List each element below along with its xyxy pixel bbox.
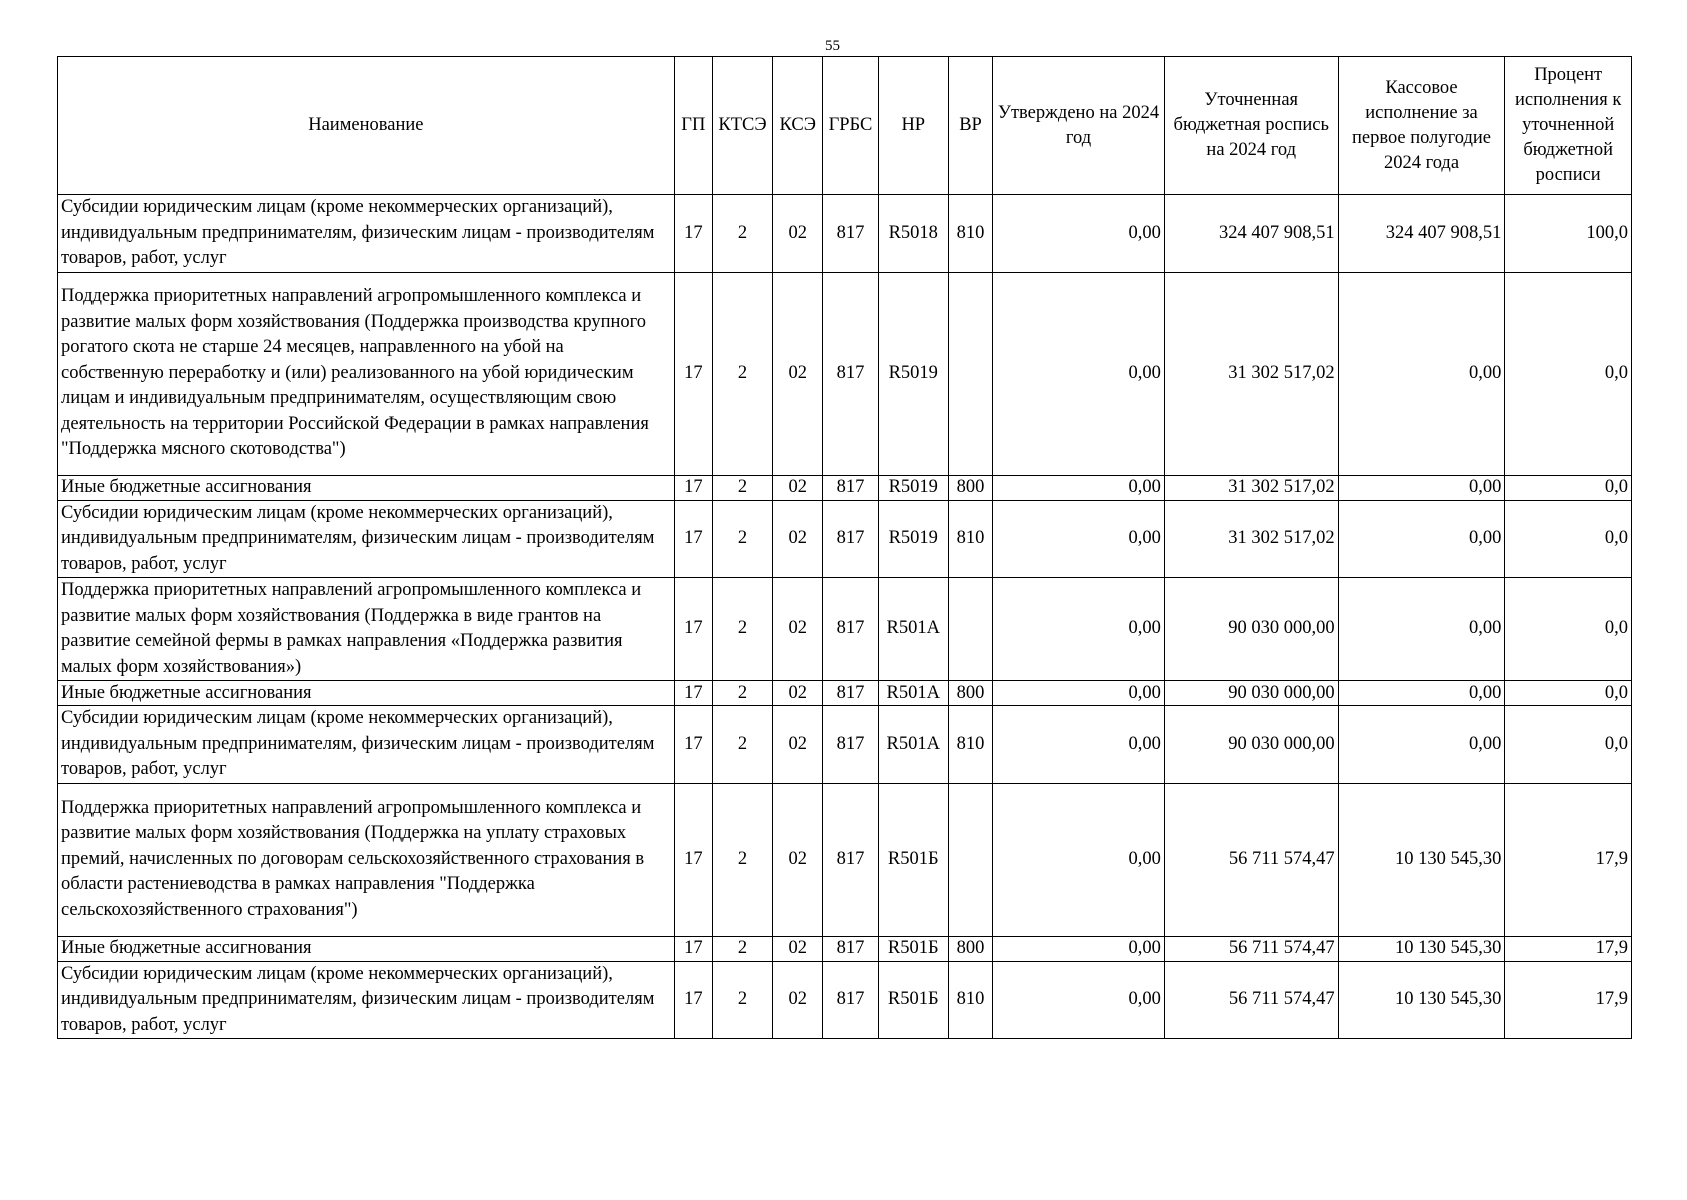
cell-approved: 0,00 bbox=[993, 936, 1165, 961]
cell-gp: 17 bbox=[674, 783, 712, 936]
cell-refined: 324 407 908,51 bbox=[1164, 195, 1338, 273]
cell-kse: 02 bbox=[773, 475, 823, 500]
cell-approved: 0,00 bbox=[993, 195, 1165, 273]
cell-percent: 100,0 bbox=[1505, 195, 1632, 273]
cell-refined: 31 302 517,02 bbox=[1164, 500, 1338, 578]
cell-nr: R501A bbox=[878, 706, 948, 784]
cell-ktse: 2 bbox=[712, 961, 772, 1039]
cell-percent: 0,0 bbox=[1505, 272, 1632, 475]
cell-grbs: 817 bbox=[823, 936, 878, 961]
header-gp: ГП bbox=[674, 57, 712, 195]
cell-gp: 17 bbox=[674, 475, 712, 500]
cell-cash: 0,00 bbox=[1338, 706, 1505, 784]
cell-ktse: 2 bbox=[712, 706, 772, 784]
cell-gp: 17 bbox=[674, 500, 712, 578]
cell-percent: 17,9 bbox=[1505, 936, 1632, 961]
cell-percent: 0,0 bbox=[1505, 578, 1632, 681]
cell-kse: 02 bbox=[773, 195, 823, 273]
cell-grbs: 817 bbox=[823, 500, 878, 578]
cell-name: Субсидии юридическим лицам (кроме некоммерческих организаций), индивидуальным предпринимателям, физическим лицам - производителям товаров, работ, услуг bbox=[58, 706, 675, 784]
cell-kse: 02 bbox=[773, 681, 823, 706]
cell-approved: 0,00 bbox=[993, 783, 1165, 936]
cell-kse: 02 bbox=[773, 706, 823, 784]
cell-nr: R5019 bbox=[878, 475, 948, 500]
cell-cash: 10 130 545,30 bbox=[1338, 936, 1505, 961]
cell-percent: 0,0 bbox=[1505, 706, 1632, 784]
table-row bbox=[58, 681, 1632, 706]
cell-cash: 0,00 bbox=[1338, 475, 1505, 500]
cell-kse: 02 bbox=[773, 936, 823, 961]
header-vr: ВР bbox=[948, 57, 992, 195]
header-ktse: КТСЭ bbox=[712, 57, 772, 195]
cell-cash: 10 130 545,30 bbox=[1338, 961, 1505, 1039]
cell-vr bbox=[948, 272, 992, 475]
cell-approved: 0,00 bbox=[993, 961, 1165, 1039]
cell-vr: 800 bbox=[948, 936, 992, 961]
cell-grbs: 817 bbox=[823, 706, 878, 784]
cell-refined: 56 711 574,47 bbox=[1164, 961, 1338, 1039]
cell-percent: 0,0 bbox=[1505, 681, 1632, 706]
cell-name: Иные бюджетные ассигнования bbox=[58, 681, 675, 706]
cell-nr: R501Б bbox=[878, 936, 948, 961]
table-row bbox=[58, 706, 1632, 784]
header-approved: Утверждено на 2024 год bbox=[993, 57, 1165, 195]
cell-vr: 810 bbox=[948, 961, 992, 1039]
header-refined: Уточненная бюджетная роспись на 2024 год bbox=[1164, 57, 1338, 195]
table-row bbox=[58, 500, 1632, 578]
header-kse: КСЭ bbox=[773, 57, 823, 195]
cell-nr: R501A bbox=[878, 681, 948, 706]
table-row bbox=[58, 936, 1632, 961]
cell-grbs: 817 bbox=[823, 272, 878, 475]
cell-kse: 02 bbox=[773, 961, 823, 1039]
cell-vr: 800 bbox=[948, 475, 992, 500]
header-grbs: ГРБС bbox=[823, 57, 878, 195]
cell-approved: 0,00 bbox=[993, 681, 1165, 706]
header-name: Наименование bbox=[58, 57, 675, 195]
cell-nr: R501Б bbox=[878, 783, 948, 936]
cell-percent: 0,0 bbox=[1505, 475, 1632, 500]
cell-name: Субсидии юридическим лицам (кроме некоммерческих организаций), индивидуальным предпринимателям, физическим лицам - производителям товаров, работ, услуг bbox=[58, 500, 675, 578]
cell-refined: 31 302 517,02 bbox=[1164, 272, 1338, 475]
cell-ktse: 2 bbox=[712, 500, 772, 578]
budget-table bbox=[57, 56, 1632, 1039]
cell-vr: 810 bbox=[948, 706, 992, 784]
cell-percent: 17,9 bbox=[1505, 961, 1632, 1039]
cell-ktse: 2 bbox=[712, 936, 772, 961]
cell-vr: 810 bbox=[948, 500, 992, 578]
page-number: 55 bbox=[825, 38, 840, 54]
cell-name: Иные бюджетные ассигнования bbox=[58, 936, 675, 961]
cell-kse: 02 bbox=[773, 272, 823, 475]
cell-refined: 56 711 574,47 bbox=[1164, 936, 1338, 961]
table-row bbox=[58, 195, 1632, 273]
cell-ktse: 2 bbox=[712, 681, 772, 706]
cell-kse: 02 bbox=[773, 500, 823, 578]
cell-kse: 02 bbox=[773, 783, 823, 936]
cell-gp: 17 bbox=[674, 936, 712, 961]
cell-cash: 10 130 545,30 bbox=[1338, 783, 1505, 936]
cell-ktse: 2 bbox=[712, 475, 772, 500]
cell-vr bbox=[948, 578, 992, 681]
header-percent: Процент исполнения к уточненной бюджетной росписи bbox=[1505, 57, 1632, 195]
cell-nr: R5018 bbox=[878, 195, 948, 273]
cell-kse: 02 bbox=[773, 578, 823, 681]
cell-gp: 17 bbox=[674, 272, 712, 475]
table-row bbox=[58, 783, 1632, 936]
cell-refined: 90 030 000,00 bbox=[1164, 681, 1338, 706]
cell-nr: R5019 bbox=[878, 500, 948, 578]
cell-ktse: 2 bbox=[712, 272, 772, 475]
cell-approved: 0,00 bbox=[993, 578, 1165, 681]
header-row bbox=[58, 57, 1632, 195]
cell-grbs: 817 bbox=[823, 681, 878, 706]
cell-name: Иные бюджетные ассигнования bbox=[58, 475, 675, 500]
cell-name: Субсидии юридическим лицам (кроме некоммерческих организаций), индивидуальным предпринимателям, физическим лицам - производителям товаров, работ, услуг bbox=[58, 195, 675, 273]
cell-grbs: 817 bbox=[823, 578, 878, 681]
cell-vr: 810 bbox=[948, 195, 992, 273]
cell-nr: R501A bbox=[878, 578, 948, 681]
cell-refined: 56 711 574,47 bbox=[1164, 783, 1338, 936]
header-nr: НР bbox=[878, 57, 948, 195]
cell-refined: 90 030 000,00 bbox=[1164, 706, 1338, 784]
cell-ktse: 2 bbox=[712, 783, 772, 936]
header-cash: Кассовое исполнение за первое полугодие 2024 года bbox=[1338, 57, 1505, 195]
cell-approved: 0,00 bbox=[993, 500, 1165, 578]
cell-vr bbox=[948, 783, 992, 936]
cell-cash: 324 407 908,51 bbox=[1338, 195, 1505, 273]
cell-percent: 0,0 bbox=[1505, 500, 1632, 578]
cell-approved: 0,00 bbox=[993, 272, 1165, 475]
cell-approved: 0,00 bbox=[993, 706, 1165, 784]
cell-gp: 17 bbox=[674, 681, 712, 706]
table-row bbox=[58, 272, 1632, 475]
table-row bbox=[58, 578, 1632, 681]
cell-ktse: 2 bbox=[712, 578, 772, 681]
cell-refined: 31 302 517,02 bbox=[1164, 475, 1338, 500]
cell-grbs: 817 bbox=[823, 783, 878, 936]
cell-gp: 17 bbox=[674, 706, 712, 784]
cell-name: Субсидии юридическим лицам (кроме некоммерческих организаций), индивидуальным предпринимателям, физическим лицам - производителям товаров, работ, услуг bbox=[58, 961, 675, 1039]
cell-grbs: 817 bbox=[823, 961, 878, 1039]
table-row bbox=[58, 961, 1632, 1039]
cell-grbs: 817 bbox=[823, 195, 878, 273]
cell-grbs: 817 bbox=[823, 475, 878, 500]
cell-nr: R5019 bbox=[878, 272, 948, 475]
cell-cash: 0,00 bbox=[1338, 500, 1505, 578]
cell-name: Поддержка приоритетных направлений агропромышленного комплекса и развитие малых форм хозяйствования (Поддержка на уплату страховых премий, начисленных по договорам сельскохозяйственного страхования в области растениеводства в рамках направления "Поддержка сельскохозяйственного страхования") bbox=[58, 783, 675, 936]
table-row bbox=[58, 475, 1632, 500]
cell-cash: 0,00 bbox=[1338, 578, 1505, 681]
cell-approved: 0,00 bbox=[993, 475, 1165, 500]
cell-name: Поддержка приоритетных направлений агропромышленного комплекса и развитие малых форм хозяйствования (Поддержка производства крупного рогатого скота не старше 24 месяцев, направленного на убой на собственную переработку и (или) реализованного на убой юридическим лицам и индивидуальным предпринимателям, осуществляющим свою деятельность на территории Российской Федерации в рамках направления "Поддержка мясного скотоводства") bbox=[58, 272, 675, 475]
cell-gp: 17 bbox=[674, 961, 712, 1039]
cell-name: Поддержка приоритетных направлений агропромышленного комплекса и развитие малых форм хозяйствования (Поддержка в виде грантов на развитие семейной фермы в рамках направления «Поддержка развития малых форм хозяйствования») bbox=[58, 578, 675, 681]
cell-gp: 17 bbox=[674, 195, 712, 273]
cell-refined: 90 030 000,00 bbox=[1164, 578, 1338, 681]
cell-ktse: 2 bbox=[712, 195, 772, 273]
cell-gp: 17 bbox=[674, 578, 712, 681]
cell-cash: 0,00 bbox=[1338, 272, 1505, 475]
cell-nr: R501Б bbox=[878, 961, 948, 1039]
cell-vr: 800 bbox=[948, 681, 992, 706]
cell-percent: 17,9 bbox=[1505, 783, 1632, 936]
cell-cash: 0,00 bbox=[1338, 681, 1505, 706]
